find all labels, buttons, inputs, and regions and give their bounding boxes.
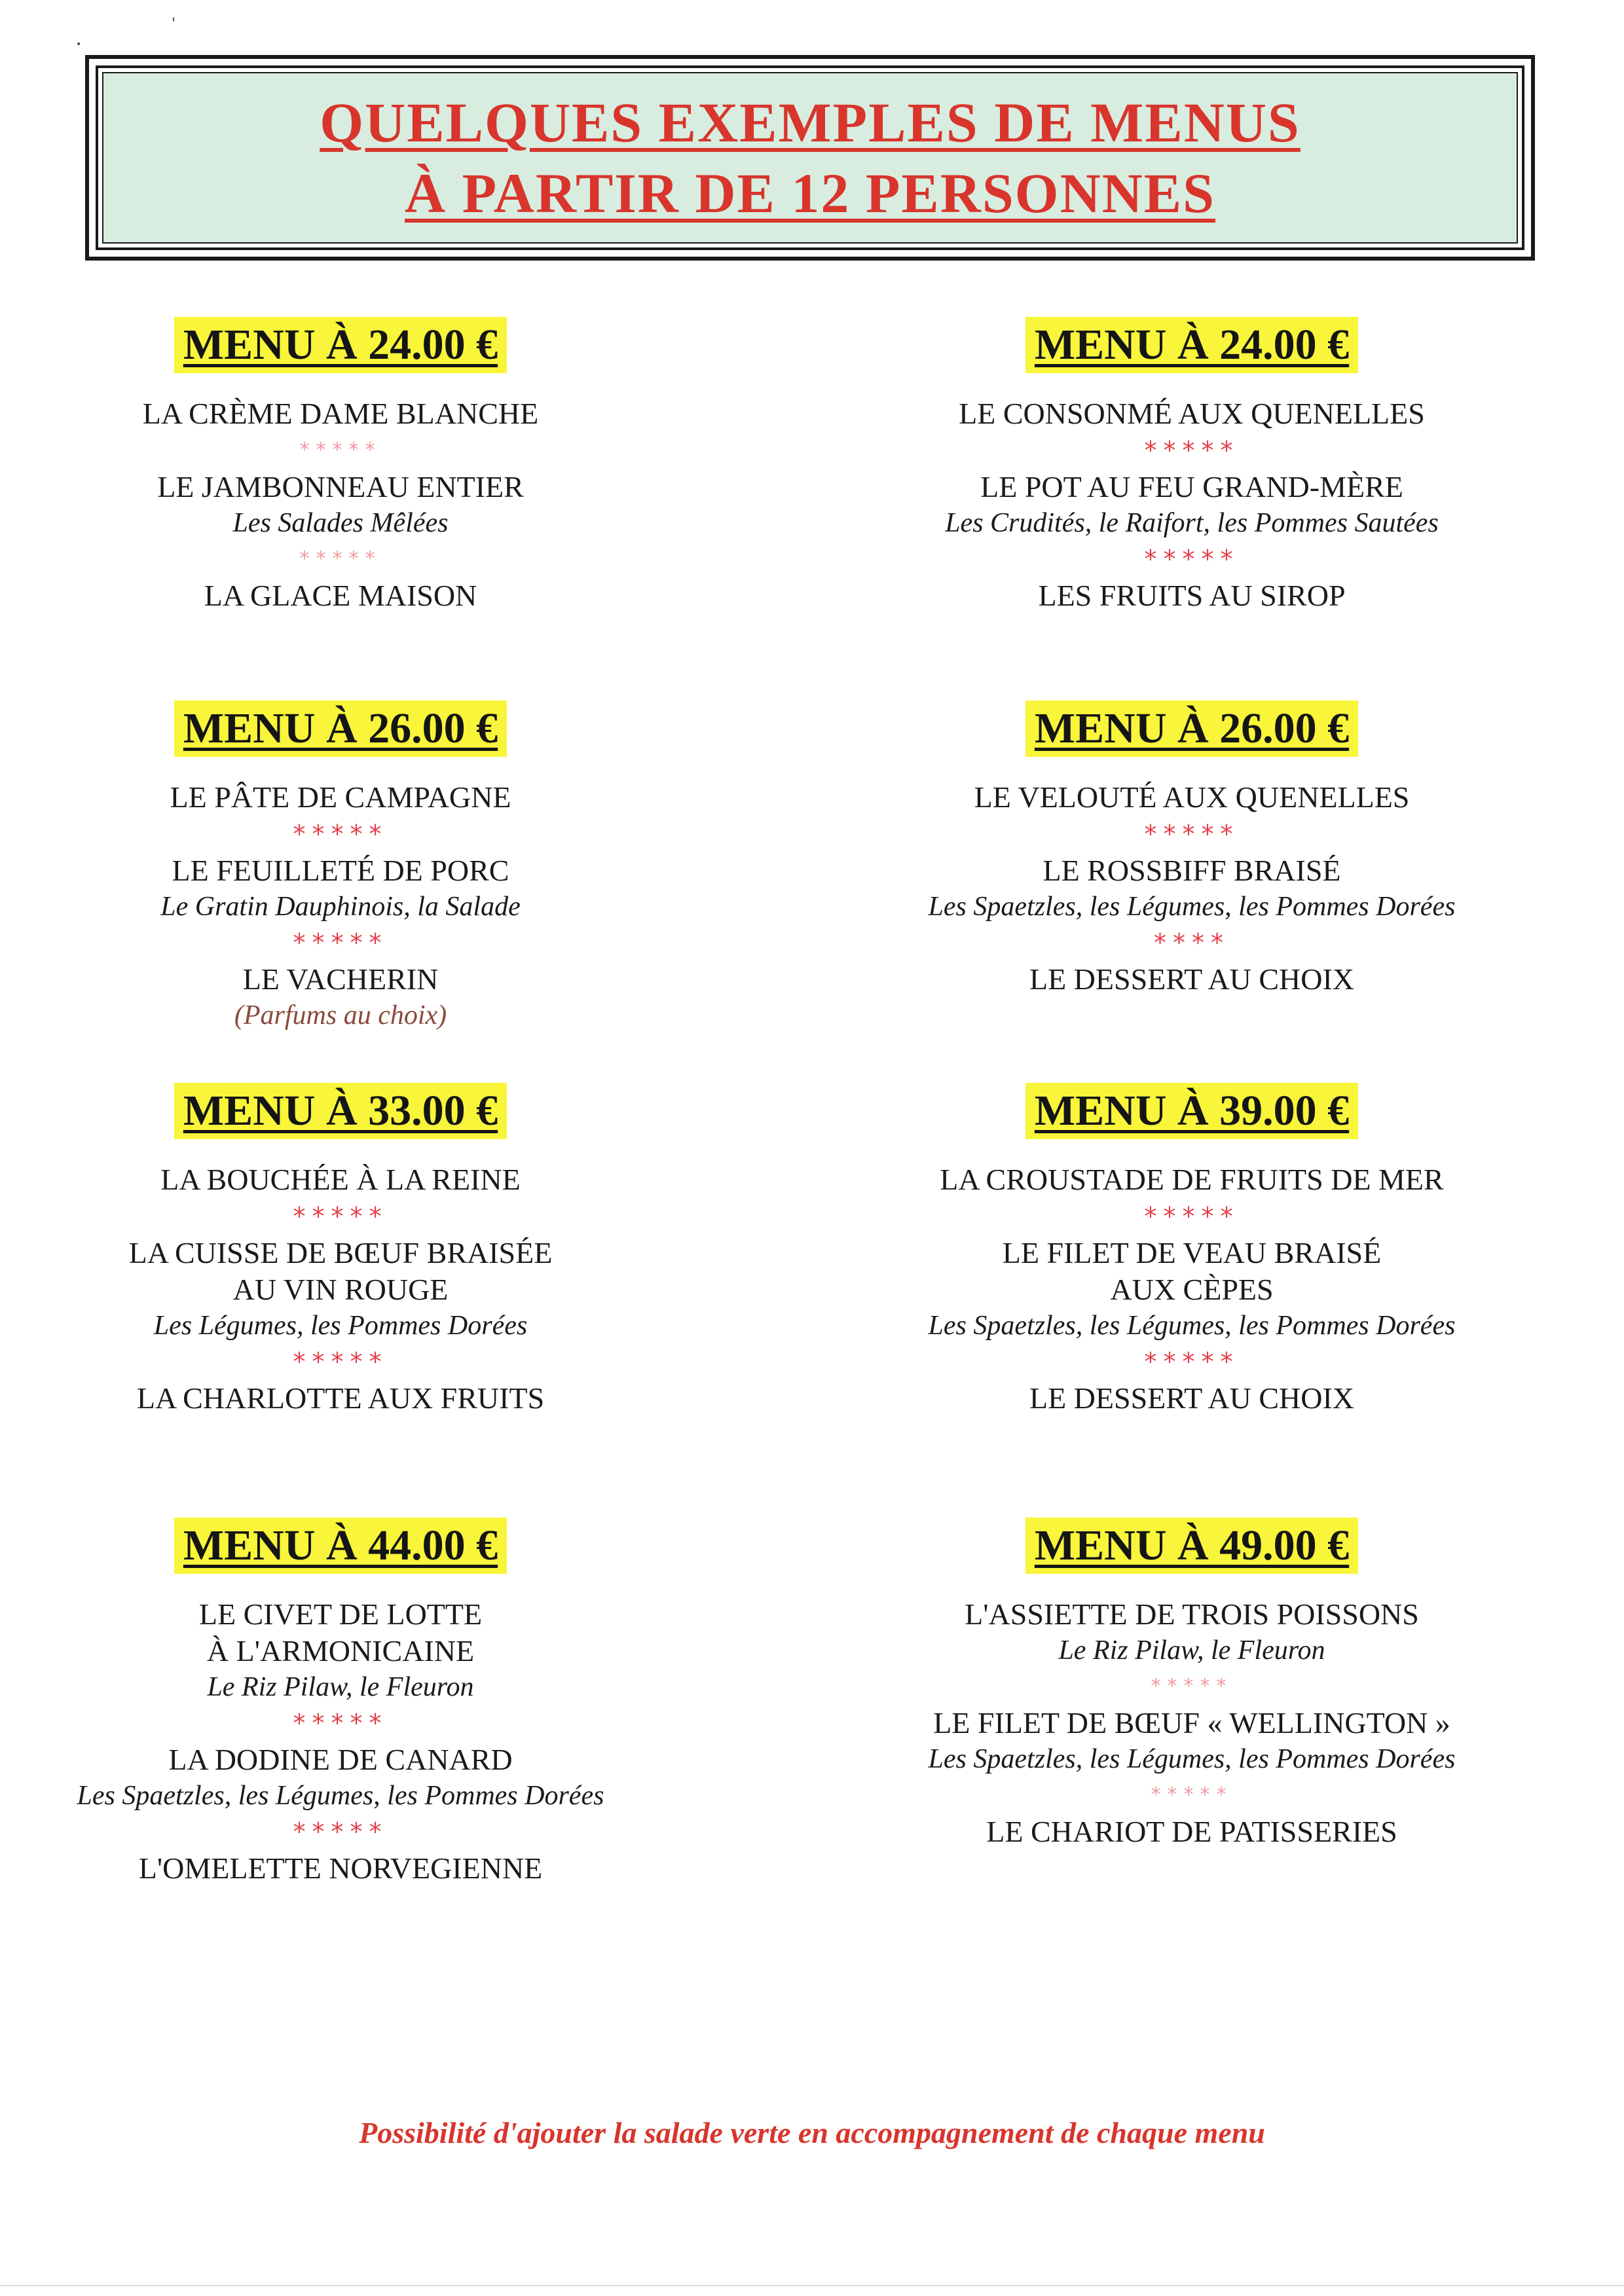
dish-name: LE JAMBONNEAU ENTIER <box>157 470 524 503</box>
course-separator: ***** <box>1151 1675 1233 1698</box>
menu-card-7 <box>59 1518 622 1887</box>
dish-name: À L'ARMONICAINE <box>206 1634 475 1667</box>
menu-card-5 <box>59 1083 622 1417</box>
dish-name: LA CRÈME DAME BLANCHE <box>142 397 539 430</box>
course-separator: ***** <box>1144 1347 1240 1376</box>
dish-accompaniment: Les Légumes, les Pommes Dorées <box>153 1311 528 1341</box>
dish-name: LE ROSSBIFF BRAISÉ <box>1043 854 1341 887</box>
dish-name: LE DESSERT AU CHOIX <box>1029 962 1355 996</box>
dish-name: LA CHARLOTTE AUX FRUITS <box>136 1381 545 1415</box>
course-separator: ***** <box>1144 545 1240 574</box>
menu-price: MENU À 24.00 € <box>174 317 507 373</box>
dish-name: LA CUISSE DE BŒUF BRAISÉE <box>128 1236 553 1269</box>
dish-name: AUX CÈPES <box>1110 1273 1274 1306</box>
menu-card-2 <box>904 317 1480 614</box>
scan-mark: ' <box>172 16 176 32</box>
dish-note: (Parfums au choix) <box>234 1000 447 1030</box>
menu-price: MENU À 26.00 € <box>174 701 507 757</box>
menu-card-4 <box>904 701 1480 998</box>
menu-price: MENU À 39.00 € <box>1025 1083 1358 1139</box>
course-separator: ***** <box>1144 436 1240 465</box>
page-bottom-edge <box>0 2285 1624 2286</box>
course-separator: ***** <box>1144 820 1240 848</box>
menu-price: MENU À 26.00 € <box>1025 701 1358 757</box>
menu-card-1 <box>59 317 622 614</box>
menu-card-8 <box>904 1518 1480 1850</box>
title-panel <box>102 72 1518 244</box>
menu-card-6 <box>904 1083 1480 1417</box>
dish-accompaniment: Les Spaetzles, les Légumes, les Pommes Dorées <box>77 1781 604 1811</box>
dish-name: LE DESSERT AU CHOIX <box>1029 1381 1355 1415</box>
dish-accompaniment: Les Salades Mêlées <box>232 508 449 538</box>
dish-accompaniment: Les Crudités, le Raifort, les Pommes Sautées <box>945 508 1439 538</box>
dish-name: LE CHARIOT DE PATISSERIES <box>986 1815 1397 1848</box>
course-separator: ***** <box>293 1709 388 1738</box>
course-separator: ***** <box>293 1202 388 1231</box>
dish-name: LE POT AU FEU GRAND-MÈRE <box>980 470 1403 503</box>
dish-name: LE PÂTE DE CAMPAGNE <box>170 780 511 814</box>
dish-name: LA CROUSTADE DE FRUITS DE MER <box>940 1163 1444 1196</box>
dish-name: AU VIN ROUGE <box>232 1273 449 1306</box>
scan-dot: • <box>76 39 82 50</box>
dish-name: LE CIVET DE LOTTE <box>198 1597 483 1631</box>
course-separator: ***** <box>1151 1783 1233 1806</box>
course-separator: ***** <box>299 439 382 462</box>
menu-price: MENU À 24.00 € <box>1025 317 1358 373</box>
dish-name: LE VACHERIN <box>242 962 439 996</box>
course-separator: ***** <box>1144 1202 1240 1231</box>
menu-price: MENU À 33.00 € <box>174 1083 507 1139</box>
dish-name: LES FRUITS AU SIROP <box>1038 579 1346 612</box>
dish-name: LA BOUCHÉE À LA REINE <box>160 1163 521 1196</box>
dish-name: L'ASSIETTE DE TROIS POISSONS <box>965 1597 1419 1631</box>
page-title-line1: QUELQUES EXEMPLES DE MENUS <box>320 91 1301 154</box>
dish-name: LA GLACE MAISON <box>204 579 477 612</box>
course-separator: ***** <box>293 820 388 848</box>
footer-note: Possibilité d'ajouter la salade verte en accompagnement de chaque menu <box>359 2116 1265 2149</box>
title-frame-inner <box>96 65 1524 250</box>
dish-name: LA DODINE DE CANARD <box>168 1743 513 1776</box>
menu-card-3 <box>59 701 622 1033</box>
dish-accompaniment: Le Riz Pilaw, le Fleuron <box>1058 1635 1325 1666</box>
dish-name: L'OMELETTE NORVEGIENNE <box>138 1851 543 1885</box>
course-separator: **** <box>1154 928 1230 957</box>
dish-accompaniment: Les Spaetzles, les Légumes, les Pommes Dorées <box>928 1744 1456 1774</box>
course-separator: ***** <box>299 547 382 570</box>
title-frame <box>85 55 1535 261</box>
dish-name: LE FEUILLETÉ DE PORC <box>172 854 509 887</box>
dish-name: LE CONSONMÉ AUX QUENELLES <box>959 397 1425 430</box>
dish-accompaniment: Le Riz Pilaw, le Fleuron <box>207 1672 474 1702</box>
dish-accompaniment: Les Spaetzles, les Légumes, les Pommes Dorées <box>928 1311 1456 1341</box>
course-separator: ***** <box>293 1817 388 1846</box>
dish-accompaniment: Les Spaetzles, les Légumes, les Pommes Dorées <box>928 892 1456 922</box>
dish-name: LE FILET DE VEAU BRAISÉ <box>1002 1236 1382 1269</box>
course-separator: ***** <box>293 928 388 957</box>
course-separator: ***** <box>293 1347 388 1376</box>
menu-price: MENU À 49.00 € <box>1025 1518 1358 1574</box>
menu-price: MENU À 44.00 € <box>174 1518 507 1574</box>
dish-name: LE FILET DE BŒUF « WELLINGTON » <box>933 1706 1450 1740</box>
dish-accompaniment: Le Gratin Dauphinois, la Salade <box>160 892 521 922</box>
page-title-line2: À PARTIR DE 12 PERSONNES <box>405 162 1215 225</box>
dish-name: LE VELOUTÉ AUX QUENELLES <box>974 780 1410 814</box>
